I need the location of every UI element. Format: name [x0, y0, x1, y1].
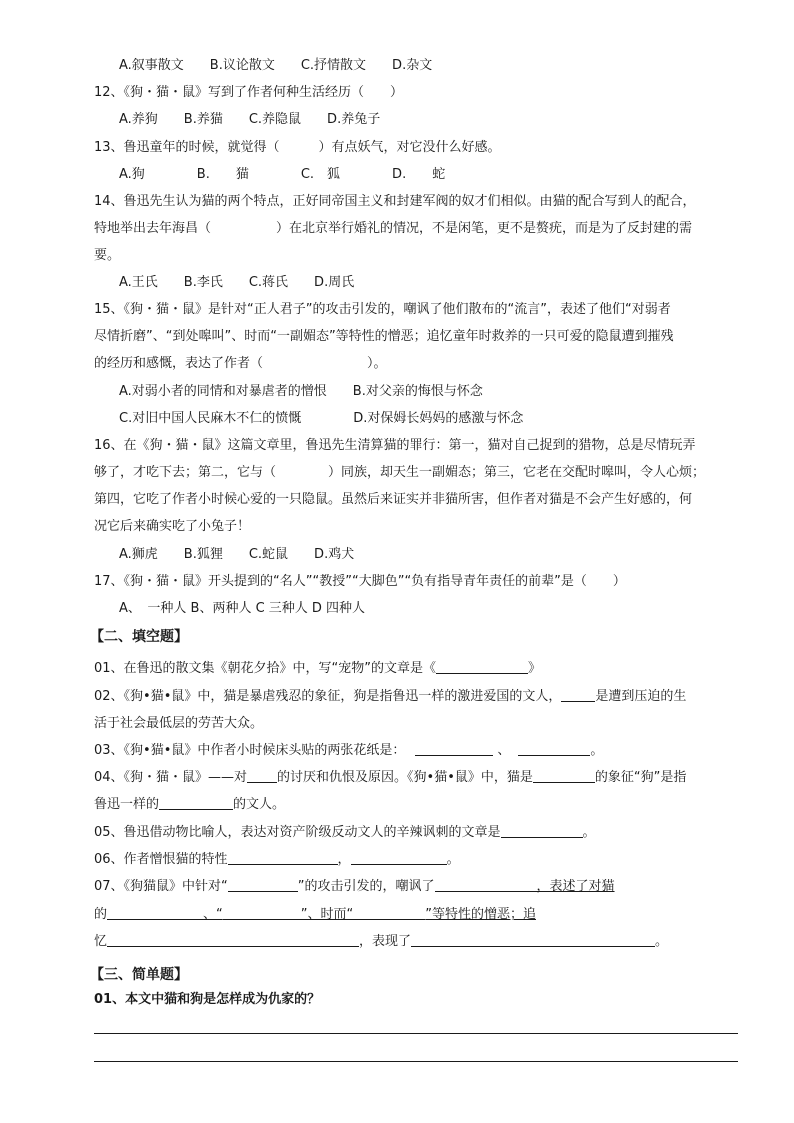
fill-03-sep: 、 [497, 743, 511, 758]
q13-stem: 13、鲁迅童年的时候，就觉得（ ）有点妖气，对它没什么好感。 [94, 140, 501, 155]
q11-options: A.叙事散文 B.议论散文 C.抒情散文 D.杂文 [119, 58, 433, 73]
q16-stem-line2: 够了，才吃下去；第二，它与（ ）同族，却天生一副媚态；第三，它老在交配时嗥叫，令人心烦； [94, 465, 706, 480]
fill-02-text: 02、《狗•猫•鼠》中，猫是暴虐残忍的象征，狗是指鲁迅一样的激进爱国的文人， [94, 689, 562, 704]
fill-04-line1 [94, 768, 686, 788]
fill-03-text: 03、《狗•猫•鼠》中作者小时候床头贴的两张花纸是： [94, 743, 406, 758]
fill-07-text: 07、《狗猫鼠》中针对“ [94, 879, 228, 894]
fill-07-blank-2[interactable] [435, 877, 537, 892]
q12-options: A.养狗 B.养猫 C.养隐鼠 D.养兔子 [119, 112, 381, 127]
fill-03 [94, 741, 603, 761]
q14-stem-line2: 特地举出去年海昌（ ）在北京举行婚礼的情况，不是闲笔，更不是赘疣，而是为了反封建的需 [94, 221, 693, 236]
section-short-answer-heading: 【三、简单题】 [90, 967, 188, 983]
fill-03-blank-2[interactable] [518, 741, 590, 756]
fill-05-end: 。 [582, 825, 596, 840]
fill-07-text-h: 忆 [94, 934, 108, 949]
fill-04-text-c: 的象征“狗”是指 [594, 770, 687, 785]
fill-01-blank[interactable] [436, 659, 528, 674]
fill-07-blank-3[interactable] [107, 905, 203, 920]
fill-04-blank-3[interactable] [159, 795, 233, 810]
fill-07-text-g: ”等特性的憎恶；追 [425, 907, 536, 922]
fill-06-end: 。 [446, 852, 460, 867]
fill-02-text-b: 是遭到压迫的生 [595, 689, 687, 704]
fill-07-blank-5[interactable] [353, 905, 425, 920]
fill-04-text: 04、《狗・猫・鼠》——对 [94, 770, 248, 785]
fill-05-text: 05、鲁迅借动物比喻人，表达对资产阶级反动文人的辛辣讽刺的文章是 [94, 825, 501, 840]
fill-07-blank-4[interactable] [223, 905, 301, 920]
fill-04-text-d: 鲁迅一样的 [94, 797, 160, 812]
answer-line-1[interactable] [94, 1033, 738, 1034]
fill-01-text: 01、在鲁迅的散文集《朝花夕拾》中，写“宠物”的文章是《 [94, 661, 437, 676]
fill-03-end: 。 [590, 743, 604, 758]
q16-stem-line4: 况它后来确实吃了小兔子！ [94, 519, 251, 534]
fill-06-blank-2[interactable] [351, 850, 447, 865]
fill-02-line1 [94, 687, 686, 707]
fill-07-blank-6[interactable] [107, 932, 359, 947]
fill-04-blank-2[interactable] [533, 768, 595, 783]
fill-07-end: 。 [655, 934, 669, 949]
q14-options: A.王氏 B.李氏 C.蒋氏 D.周氏 [119, 275, 355, 290]
fill-07-text-b: ”的攻击引发的，嘲讽了 [297, 879, 435, 894]
fill-01 [94, 659, 541, 679]
fill-07-line3 [94, 932, 668, 952]
fill-07-line1 [94, 877, 615, 897]
fill-04-text-b: 的讨厌和仇恨及原因。《狗•猫•鼠》中，猫是 [277, 770, 533, 785]
fill-06-blank-1[interactable] [228, 850, 338, 865]
q13-options: A.狗 B. 猫 C. 狐 D. 蛇 [119, 167, 446, 182]
fill-07-text-f: ”、时而“ [300, 907, 354, 922]
q15-stem-line2: 尽情折磨”、“到处嗥叫”、时而“一副媚态”等特性的憎恶；追忆童年时救养的一只可爱的隐鼠遭到摧残 [94, 329, 674, 344]
fill-07-blank-1[interactable] [228, 877, 298, 892]
q12-stem: 12、《狗・猫・鼠》写到了作者何种生活经历（ ） [94, 85, 404, 100]
q15-stem-line1: 15、《狗・猫・鼠》是针对“正人君子”的攻击引发的，嘲讽了他们散布的“流言”，表述了他们“对弱者 [94, 302, 671, 317]
q16-stem-line3: 第四，它吃了作者小时候心爱的一只隐鼠。虽然后来证实并非猫所害，但作者对猫是不会产生好感的，何 [94, 492, 693, 507]
answer-line-2[interactable] [94, 1061, 738, 1062]
fill-06-sep: ， [337, 852, 351, 867]
q15-stem-line3: 的经历和感慨，表达了作者（ ）。 [94, 356, 387, 371]
fill-06-text: 06、作者憎恨猫的特性 [94, 852, 228, 867]
fill-03-blank-1[interactable] [415, 741, 493, 756]
fill-07-text-i: ，表现了 [359, 934, 412, 949]
q16-stem-line1: 16、在《狗・猫・鼠》这篇文章里，鲁迅先生清算猫的罪行：第一，猫对自己捉到的猎物，总是尽情玩弄 [94, 438, 696, 453]
fill-07-line2 [94, 905, 536, 925]
q16-options: A.狮虎 B.狐狸 C.蛇鼠 D.鸡犬 [119, 547, 355, 562]
fill-07-text-e: 、“ [203, 907, 223, 922]
q15-options-ab: A.对弱小者的同情和对暴虐者的憎恨 B.对父亲的悔恨与怀念 [119, 384, 483, 399]
fill-07-blank-7[interactable] [411, 932, 655, 947]
short-answer-01: 01、本文中猫和狗是怎样成为仇家的？ [94, 992, 321, 1007]
section-fill-in-heading: 【二、填空题】 [90, 629, 188, 645]
fill-01-end: 》 [528, 661, 542, 676]
fill-05-blank[interactable] [501, 823, 583, 838]
q17-stem: 17、《狗・猫・鼠》开头提到的“名人”“教授”“大脚色”“负有指导青年责任的前辈”是（ ） [94, 574, 626, 589]
fill-06 [94, 850, 460, 870]
q14-stem-line3: 要。 [94, 248, 121, 263]
fill-04-blank-1[interactable] [247, 768, 277, 783]
fill-02-blank[interactable] [561, 687, 595, 702]
fill-05 [94, 823, 596, 843]
q15-options-cd: C.对旧中国人民麻木不仁的愤慨 D.对保姆长妈妈的感激与怀念 [119, 411, 524, 426]
fill-02-line2: 活于社会最低层的劳苦大众。 [94, 716, 264, 731]
fill-07-text-c: ，表述了对猫 [536, 879, 615, 894]
q17-options: A、 一种人 B、两种人 C 三种人 D 四种人 [119, 601, 366, 616]
fill-07-text-d: 的 [94, 907, 108, 922]
fill-04-text-e: 的文人。 [233, 797, 286, 812]
fill-04-line2 [94, 795, 285, 815]
q14-stem-line1: 14、鲁迅先生认为猫的两个特点，正好同帝国主义和封建军阀的奴才们相似。由猫的配合写到人的配合， [94, 194, 696, 209]
